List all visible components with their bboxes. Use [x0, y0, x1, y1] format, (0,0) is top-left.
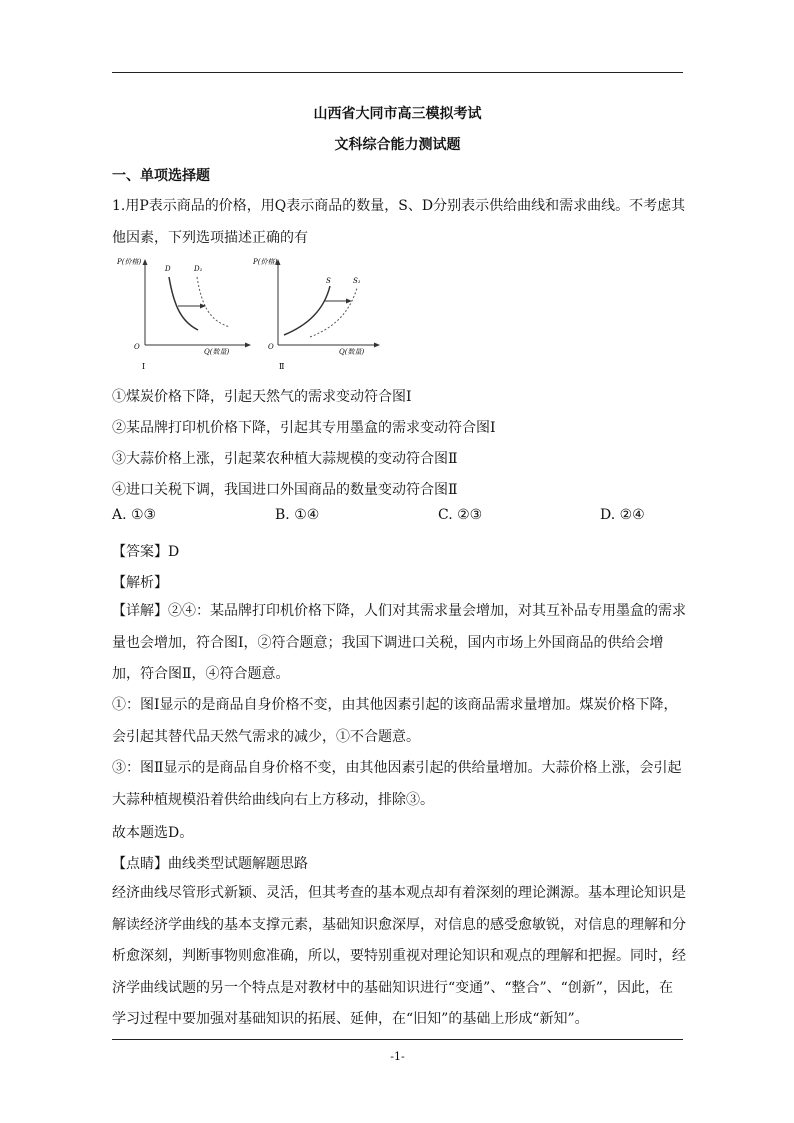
fig1-ylabel: P(价格) [117, 258, 142, 266]
fig1-curve-d-label: D [165, 265, 171, 273]
top-rule [112, 72, 683, 73]
point-heading [112, 853, 308, 873]
figure-2 [252, 258, 380, 371]
statement-4: ④进口关税下调，我国进口外国商品的数量变动符合图Ⅱ [112, 482, 458, 498]
fig1-curve-d [169, 277, 198, 330]
statement-1: ①煤炭价格下降，引起天然气的需求变动符合图Ⅰ [112, 389, 412, 405]
conclusion: 故本题选D。 [112, 825, 194, 841]
document-subtitle: 文科综合能力测试题 [334, 137, 461, 153]
option-d: D. ②④ [600, 507, 645, 523]
fig2-curve-s [284, 286, 330, 335]
section-heading: 一、单项选择题 [112, 168, 210, 184]
option-c: C. ②③ [438, 507, 483, 523]
option-b: B. ①④ [275, 507, 320, 523]
detail-paragraph [112, 596, 686, 691]
fig2-curve-s-label: S [326, 277, 331, 285]
fig2-curve-s1-label: S₁ [353, 277, 361, 285]
option-a: A. ①③ [112, 507, 157, 523]
bottom-rule [112, 1039, 683, 1040]
supply-demand-figures [112, 255, 392, 375]
point-title: 曲线类型试题解题思路 [168, 856, 308, 872]
detail-text: ②④：某品牌打印机价格下降，人们对其需求量会增加，对其互补品专用墨盒的需求量也会增加，符合图Ⅰ，②符合题意；我国下调进口关税，国内市场上外国商品的供给会增加，符合图Ⅱ，④符合题意。 [112, 603, 686, 682]
point-paragraph: 经济曲线尽管形式新颖、灵活，但其考查的基本观点却有着深刻的理论渊源。基本理论知识是解读经济学曲线的基本支撑元素，基础知识愈深厚，对信息的感受愈敏锐，对信息的理解和分析愈深刻，判断事物则愈准确，所以，要特别重视对理论知识和观点的理解和把握。同时，经济学曲线试题的另一个特点是对教材中的基础知识进行“变通”、“整合”、“创新”，因此，在学习过程中要加强对基础知识的拓展、延伸，在“旧知”的基础上形成“新知”。 [112, 885, 686, 1027]
fig2-origin: O [268, 343, 274, 351]
fig2-caption: Ⅱ [279, 362, 285, 371]
answer: 【答案】D [112, 544, 180, 560]
explain-1: ①：图Ⅰ显示的是商品自身价格不变，由其他因素引起的该商品需求量增加。煤炭价格下降，会引起其替代品天然气需求的减少，①不合题意。 [112, 697, 678, 745]
statement-2: ②某品牌打印机价格下降，引起其专用墨盒的需求变动符合图Ⅰ [112, 420, 496, 436]
fig2-xlabel: Q(数量) [339, 348, 365, 356]
page-number: -1- [390, 1050, 405, 1063]
detail-label: 【详解】 [112, 603, 168, 619]
statement-3: ③大蒜价格上涨，引起菜农种植大蒜规模的变动符合图Ⅱ [112, 451, 458, 467]
explain-3: ③：图Ⅱ显示的是商品自身价格不变，由其他因素引起的供给量增加。大蒜价格上涨，会引起大蒜种植规模沿着供给曲线向右上方移动，排除③。 [112, 760, 682, 808]
figure-1 [116, 258, 251, 371]
fig2-ylabel: P(价格) [253, 258, 278, 266]
fig1-curve-d1 [197, 277, 230, 327]
question-stem: 1.用P表示商品的价格，用Q表示商品的数量，S、D分别表示供给曲线和需求曲线。不考虑其他因素，下列选项描述正确的有 [112, 198, 686, 246]
fig1-xlabel: Q(数量) [204, 348, 230, 356]
fig1-origin: O [134, 343, 140, 351]
figures-svg [112, 255, 392, 375]
document-title: 山西省大同市高三模拟考试 [313, 106, 482, 122]
fig1-caption: Ⅰ [142, 362, 146, 371]
point-label: 【点睛】 [112, 856, 168, 872]
fig1-curve-d1-label: D₁ [194, 265, 203, 273]
analysis-label: 【解析】 [112, 575, 168, 591]
